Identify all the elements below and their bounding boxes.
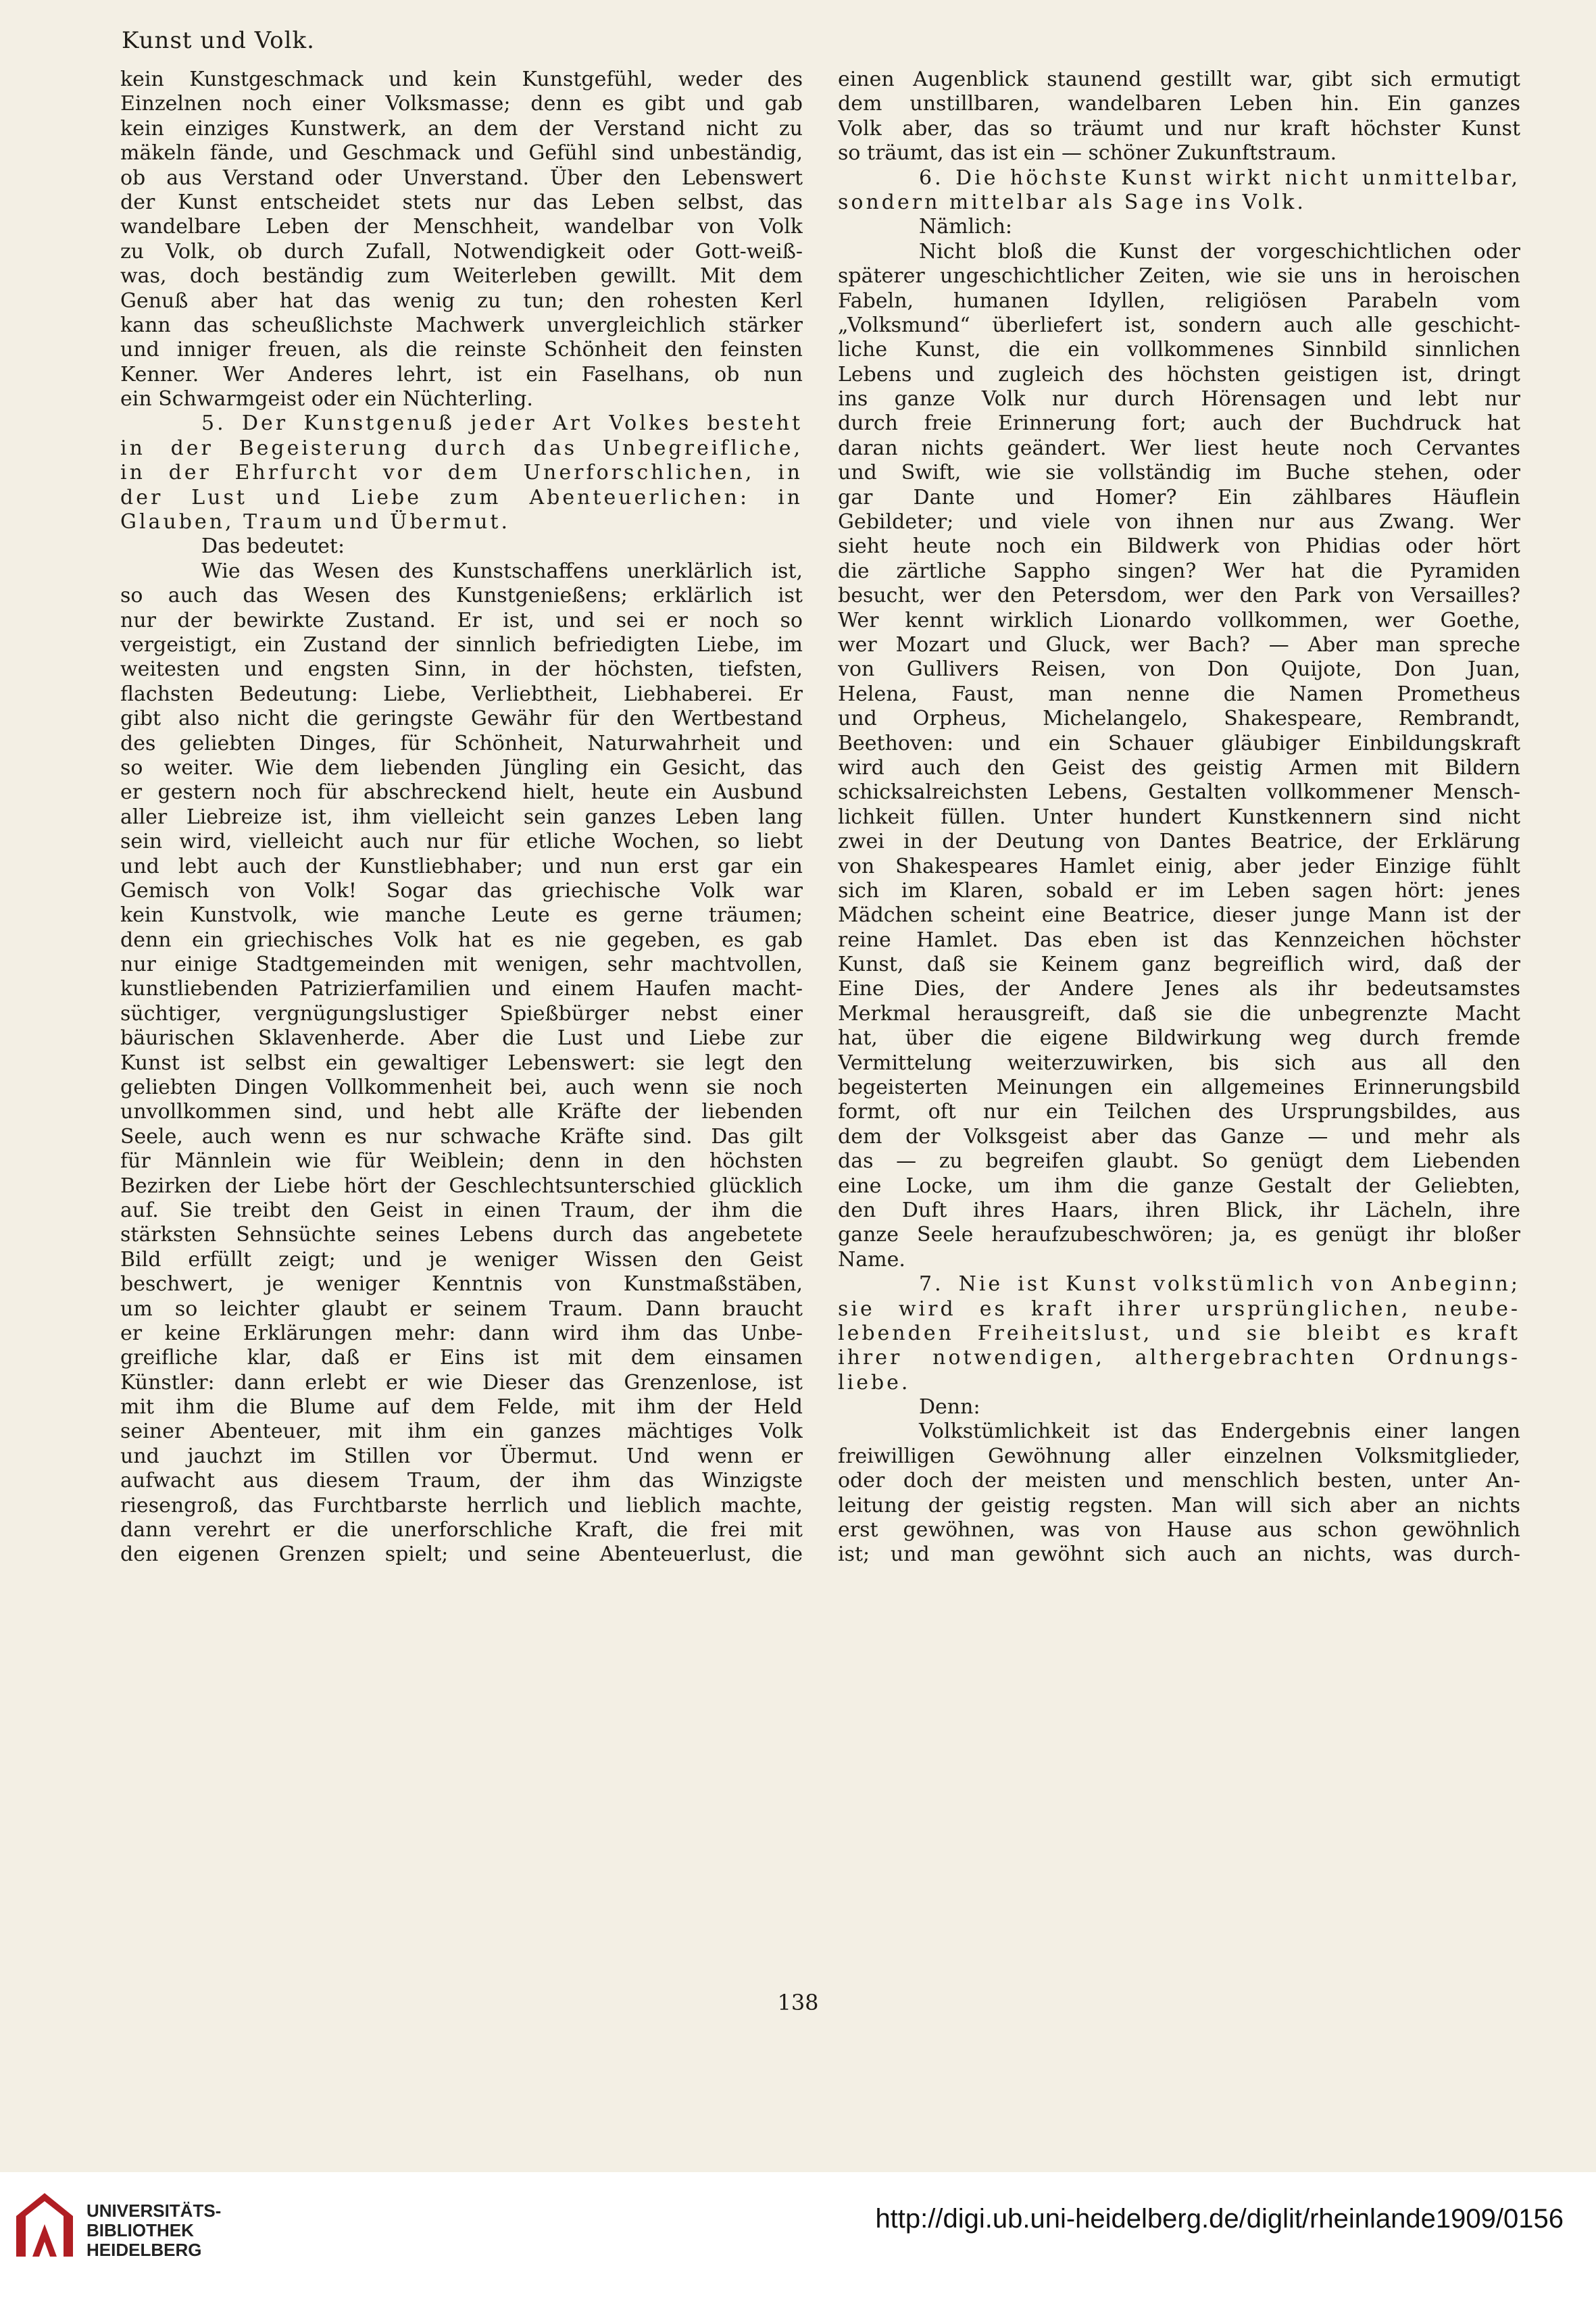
text-line: mäkeln fände, und Geschmack und Gefühl sind unbeständig, <box>120 141 803 166</box>
section-heading-5: in der Begeisterung durch das Unbegreifliche, <box>120 436 803 460</box>
text-line: um so leichter glaubt er seinem Traum. Dann braucht <box>120 1297 803 1321</box>
text-line: Künstler: dann erlebt er wie Dieser das Grenzenlose, ist <box>120 1370 803 1394</box>
text-line: daran nichts geändert. Wer liest heute noch Cervantes <box>838 436 1520 460</box>
text-line: gibt also nicht die geringste Gewähr für den Wertbestand <box>120 707 803 731</box>
text-line: reine Hamlet. Das eben ist das Kennzeichen höchster <box>838 928 1520 952</box>
text-line: gar Dante und Homer? Ein zählbares Häuflein <box>838 485 1520 509</box>
text-line: ist; und man gewöhnt sich auch an nichts, was durch- <box>838 1542 1520 1567</box>
text-line: Wie das Wesen des Kunstschaffens unerklärlich ist, <box>201 559 803 583</box>
footer-bar <box>0 2172 1596 2312</box>
text-line: aller Liebreize ist, ihm vielleicht sein ganzes Leben lang <box>120 805 803 829</box>
text-line: greifliche klar, daß er Eins ist mit dem einsamen <box>120 1346 803 1370</box>
institution-line: UNIVERSITÄTS- <box>86 2201 222 2221</box>
institution-line: BIBLIOTHEK <box>86 2220 194 2240</box>
text-line: ganze Seele heraufzubeschwören; ja, es genügt ihr bloßer <box>838 1223 1520 1247</box>
text-line: Helena, Faust, man nenne die Namen Prometheus <box>838 682 1520 706</box>
text-line: nur der bewirkte Zustand. Er ist, und sei er noch so <box>120 608 803 632</box>
text-line: späterer ungeschichtlicher Zeiten, wie sie uns in heroischen <box>838 264 1520 288</box>
text-line: unvollkommen sind, und hebt alle Kräfte der liebenden <box>120 1100 803 1124</box>
text-line: ein Schwarmgeist oder ein Nüchterling. <box>120 387 533 411</box>
text-line: Das bedeutet: <box>201 534 345 559</box>
text-line: der Kunst entscheidet stets nur das Leben selbst, das <box>120 190 803 214</box>
text-line: kunstliebenden Patrizierfamilien und einem Haufen macht- <box>120 977 803 1001</box>
text-line: Kunst ist selbst ein gewaltiger Lebenswert: sie legt den <box>120 1051 803 1075</box>
text-line: kein Kunstgeschmack und kein Kunstgefühl, weder des <box>120 68 803 91</box>
text-line: für Männlein wie für Weiblein; denn in den höchsten <box>120 1149 803 1174</box>
text-line: Wer kennt wirklich Lionardo vollkommen, wer Goethe, <box>838 608 1520 632</box>
text-line: und Orpheus, Michelangelo, Shakespeare, Rembrandt, <box>838 707 1520 731</box>
page-number: 138 <box>777 1990 819 2015</box>
section-heading-7: liebe. <box>838 1370 911 1394</box>
text-line: den Duft ihres Haars, ihren Blick, ihr Lächeln, ihre <box>838 1198 1520 1222</box>
text-line: wird auch den Geist des geistig Armen mit Bildern <box>838 755 1520 780</box>
text-line: Volk aber, das so träumt und nur kraft höchster Kunst <box>838 116 1520 141</box>
text-line: Nicht bloß die Kunst der vorgeschichtlichen oder <box>919 239 1520 263</box>
text-line: bäurischen Sklavenherde. Aber die Lust und Liebe zur <box>120 1026 803 1051</box>
text-line: riesengroß, das Furchtbarste herrlich und lieblich machte, <box>120 1493 803 1517</box>
text-line: und Swift, wie sie vollständig im Buche stehen, oder <box>838 461 1520 485</box>
section-heading-5: der Lust und Liebe zum Abenteuerlichen: in <box>120 485 803 509</box>
text-line: Merkmal herausgreift, daß sie die unbegrenzte Macht <box>838 1001 1520 1026</box>
text-line: zwei in der Deutung von Dantes Beatrice, der Erklärung <box>838 830 1520 854</box>
text-line: Seele, auch wenn es nur schwache Kräfte sind. Das gilt <box>120 1124 803 1149</box>
text-line: kann das scheußlichste Machwerk unvergleichlich stärker <box>120 313 803 337</box>
text-line: denn ein griechisches Volk hat es nie gegeben, es gab <box>120 928 803 952</box>
text-line: dem der Volksgeist aber das Ganze — und mehr als <box>838 1124 1520 1149</box>
text-line: Genuß aber hat das wenig zu tun; den rohesten Kerl <box>120 288 803 313</box>
text-line: kein Kunstvolk, wie manche Leute es gerne träumen; <box>120 903 803 928</box>
text-line: Volkstümlichkeit ist das Endergebnis einer langen <box>919 1419 1520 1444</box>
text-line: Beethoven: und ein Schauer gläubiger Einbildungskraft <box>838 731 1520 755</box>
text-line: Einzelnen noch einer Volksmasse; denn es gibt und gab <box>120 92 803 116</box>
text-line: Fabeln, humanen Idyllen, religiösen Parabeln vom <box>838 288 1520 313</box>
text-line: den eigenen Grenzen spielt; und seine Abenteuerlust, die <box>120 1542 803 1567</box>
text-line: aufwacht aus diesem Traum, der ihm das Winzigste <box>120 1469 803 1493</box>
section-heading-7: ihrer notwendigen, althergebrachten Ordnungs- <box>838 1346 1520 1370</box>
institution-name <box>86 2201 221 2260</box>
text-line: stärksten Sehnsüchte seines Lebens durch das angebetete <box>120 1223 803 1247</box>
text-line: Name. <box>838 1247 905 1272</box>
text-line: Kenner. Wer Anderes lehrt, ist ein Faselhans, ob nun <box>120 362 803 386</box>
text-line: weitesten und engsten Sinn, in der höchsten, tiefsten, <box>120 657 803 682</box>
text-line: geliebten Dingen Vollkommenheit bei, auch wenn sie noch <box>120 1076 803 1100</box>
text-line: durch freie Erinnerung fort; auch der Buchdruck hat <box>838 411 1520 436</box>
section-heading-5: Glauben, Traum und Übermut. <box>120 510 510 534</box>
text-line: erst gewöhnen, was von Hause aus schon gewöhnlich <box>838 1518 1520 1542</box>
institution-line: HEIDELBERG <box>86 2240 202 2260</box>
text-line: lichkeit füllen. Unter hundert Kunstkennern sind nicht <box>838 805 1520 829</box>
university-library-logo-icon <box>12 2189 76 2263</box>
text-line: vergeistigt, ein Zustand der sinnlich befriedigten Liebe, im <box>120 632 803 657</box>
text-line: leitung der geistig regsten. Man will sich aber an nichts <box>838 1493 1520 1517</box>
text-line: besucht, wer den Petersdom, wer den Park von Versailles? <box>838 584 1520 608</box>
text-line: flachsten Bedeutung: Liebe, Verliebtheit, Liebhaberei. Er <box>120 682 803 706</box>
section-heading-7: 7. Nie ist Kunst volkstümlich von Anbeginn; <box>919 1272 1520 1297</box>
text-line: von Gullivers Reisen, von Don Quijote, Don Juan, <box>838 657 1520 682</box>
text-line: mit ihm die Blume auf dem Felde, mit ihm der Held <box>120 1395 803 1419</box>
text-line: Bild erfüllt zeigt; und je weniger Wissen den Geist <box>120 1247 803 1272</box>
section-heading-7: sie wird es kraft ihrer ursprünglichen, neube- <box>838 1297 1520 1321</box>
text-line: dann verehrt er die unerforschliche Kraft, die frei mit <box>120 1518 803 1542</box>
text-line: und jauchzt im Stillen vor Übermut. Und wenn er <box>120 1444 803 1468</box>
text-line: wer Mozart und Gluck, wer Bach? — Aber man spreche <box>838 632 1520 657</box>
text-line: eine Locke, um ihm die ganze Gestalt der Geliebten, <box>838 1174 1520 1198</box>
text-line: Gebildeter; und viele von ihnen nur aus Zwang. Wer <box>838 510 1520 534</box>
text-line: dem unstillbaren, wandelbaren Leben hin. Ein ganzes <box>838 92 1520 116</box>
text-line: ins ganze Volk nur durch Hörensagen und lebt nur <box>838 387 1520 411</box>
text-line: Vermittelung weiterzuwirken, bis sich aus all den <box>838 1051 1520 1075</box>
text-line: formt, oft nur ein Teilchen des Ursprungsbildes, aus <box>838 1100 1520 1124</box>
text-line: von Shakespeares Hamlet einig, aber jeder Einzige fühlt <box>838 854 1520 878</box>
text-line: oder doch der meisten und menschlich besten, unter An- <box>838 1469 1520 1493</box>
text-line: „Volksmund“ überliefert ist, sondern auch alle geschicht- <box>838 313 1520 337</box>
text-line: süchtiger, vergnügungslustiger Spießbürger nebst einer <box>120 1001 803 1026</box>
text-column-right <box>838 68 1520 1567</box>
text-line: Mädchen scheint eine Beatrice, dieser junge Mann ist der <box>838 903 1520 928</box>
text-line: so auch das Wesen des Kunstgenießens; erklärlich ist <box>120 584 803 608</box>
text-line: Eine Dies, der Andere Jenes als ihr bedeutsamstes <box>838 977 1520 1001</box>
text-line: des geliebten Dinges, für Schönheit, Naturwahrheit und <box>120 731 803 755</box>
text-line: begeisterten Meinungen ein allgemeines Erinnerungsbild <box>838 1076 1520 1100</box>
text-line: Bezirken der Liebe hört der Geschlechtsunterschied glücklich <box>120 1174 803 1198</box>
running-title: Kunst und Volk. <box>122 27 315 54</box>
text-line: beschwert, je weniger Kenntnis von Kunstmaßstäben, <box>120 1272 803 1297</box>
text-line: nur einige Stadtgemeinden mit wenigen, sehr machtvollen, <box>120 953 803 977</box>
section-heading-6: sondern mittelbar als Sage ins Volk. <box>838 190 1306 214</box>
text-line: kein einziges Kunstwerk, an dem der Verstand nicht zu <box>120 116 803 141</box>
text-line: was, doch beständig zum Weiterleben gewillt. Mit dem <box>120 264 803 288</box>
text-line: er keine Erklärungen mehr: dann wird ihm das Unbe- <box>120 1321 803 1345</box>
text-line: hat, über die eigene Bildwirkung weg durch fremde <box>838 1026 1520 1051</box>
section-heading-5: 5. Der Kunstgenuß jeder Art Volkes besteht <box>201 411 803 436</box>
text-line: seiner Abenteuer, mit ihm ein ganzes mächtiges Volk <box>120 1419 803 1444</box>
text-line: und lebt auch der Kunstliebhaber; und nun erst gar ein <box>120 854 803 878</box>
text-line: sich im Klaren, sobald er im Leben sagen hört: jenes <box>838 878 1520 903</box>
text-line: sein wird, vielleicht auch nur für etliche Wochen, so liebt <box>120 830 803 854</box>
text-line: ob aus Verstand oder Unverstand. Über den Lebenswert <box>120 166 803 190</box>
source-url[interactable]: http://digi.ub.uni-heidelberg.de/diglit/rheinlande1909/0156 <box>875 2204 1564 2234</box>
text-line: Denn: <box>919 1395 980 1419</box>
text-line: Nämlich: <box>919 215 1013 239</box>
text-column-left <box>120 68 803 1567</box>
text-line: schicksalreichsten Lebens, Gestalten vollkommener Mensch- <box>838 780 1520 805</box>
text-line: so weiter. Wie dem liebenden Jüngling ein Gesicht, das <box>120 755 803 780</box>
text-line: liche Kunst, die ein vollkommenes Sinnbild sinnlichen <box>838 338 1520 362</box>
text-line: und inniger freuen, als die reinste Schönheit den feinsten <box>120 338 803 362</box>
text-line: einen Augenblick staunend gestillt war, gibt sich ermutigt <box>838 68 1520 91</box>
text-line: Lebens und zugleich des höchsten geistigen ist, dringt <box>838 362 1520 386</box>
section-heading-6: 6. Die höchste Kunst wirkt nicht unmittelbar, <box>919 166 1520 190</box>
text-line: zu Volk, ob durch Zufall, Notwendigkeit oder Gott-weiß- <box>120 239 803 263</box>
section-heading-7: lebenden Freiheitslust, und sie bleibt es kraft <box>838 1321 1520 1345</box>
text-line: er gestern noch für abschreckend hielt, heute ein Ausbund <box>120 780 803 805</box>
text-line: wandelbare Leben der Menschheit, wandelbar von Volk <box>120 215 803 239</box>
text-line: auf. Sie treibt den Geist in einen Traum, der ihm die <box>120 1198 803 1222</box>
text-line: Gemisch von Volk! Sogar das griechische Volk war <box>120 878 803 903</box>
text-line: Kunst, daß sie Keinem ganz begreiflich wird, daß der <box>838 953 1520 977</box>
text-line: so träumt, das ist ein — schöner Zukunftstraum. <box>838 141 1337 166</box>
text-line: sieht heute noch ein Bildwerk von Phidias oder hört <box>838 534 1520 559</box>
text-line: freiwilligen Gewöhnung aller einzelnen Volksmitglieder, <box>838 1444 1520 1468</box>
text-line: das — zu begreifen glaubt. So genügt dem Liebenden <box>838 1149 1520 1174</box>
section-heading-5: in der Ehrfurcht vor dem Unerforschlichen, in <box>120 461 803 485</box>
text-line: die zärtliche Sappho singen? Wer hat die Pyramiden <box>838 559 1520 583</box>
